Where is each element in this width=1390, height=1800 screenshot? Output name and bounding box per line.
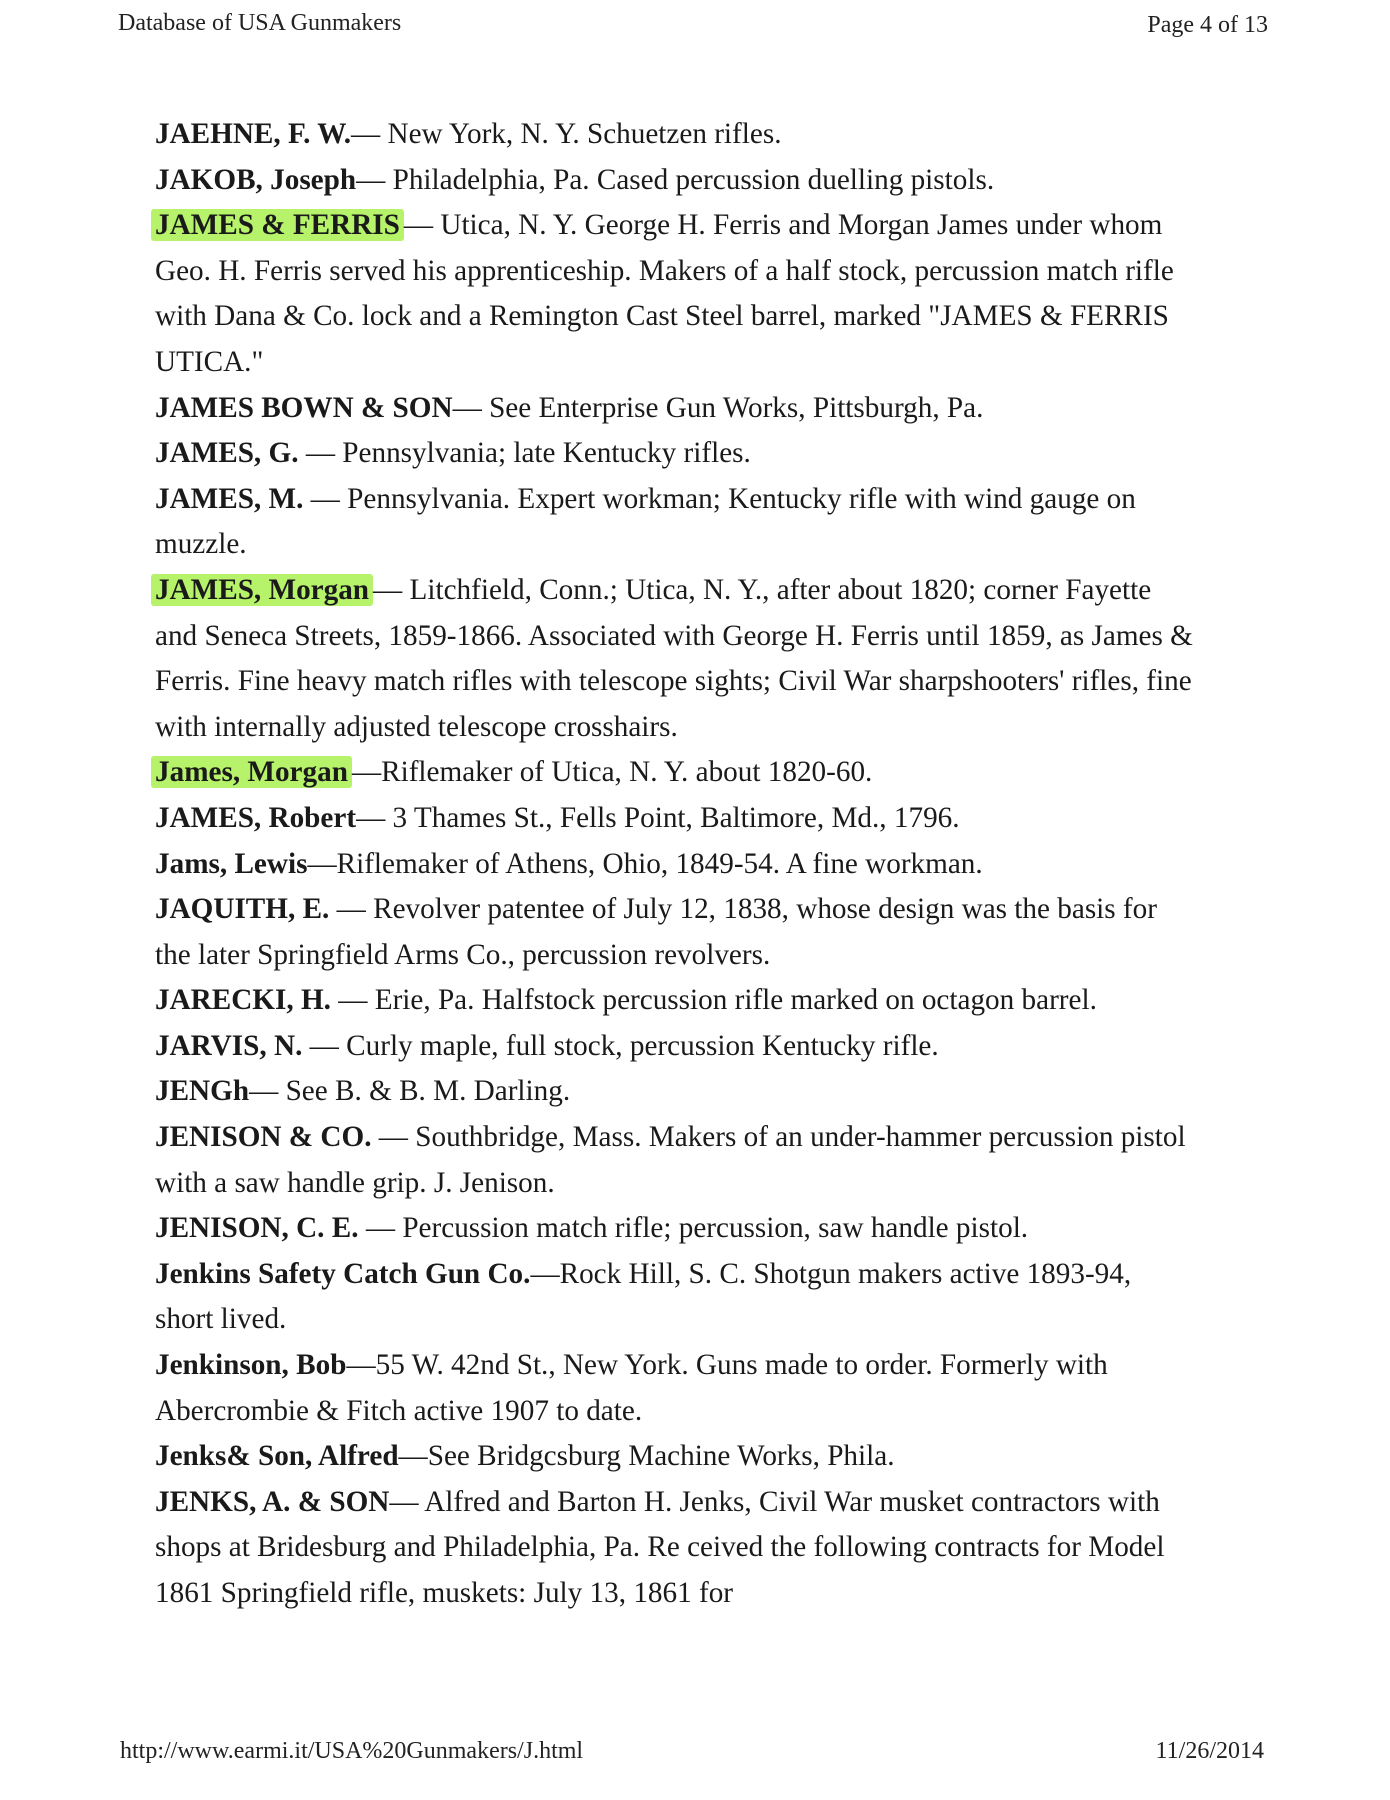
entry-name: Jenkins Safety Catch Gun Co. <box>155 1257 531 1290</box>
entry-name: JENISON, C. E. <box>155 1212 359 1245</box>
entry <box>155 203 1195 385</box>
entry-text: — Litchfield, Conn.; Utica, N. Y., after about 1820; corner Fayette and Seneca Streets, 1859-1866. Associated with George H. Ferris until 1859, as James & Ferris. Fine heavy match rifles with telescope sights; Civil War sharpshooters' rifles, fine with internally adjusted telescope crosshairs. <box>155 573 1193 743</box>
entry-name: JARVIS, N. <box>155 1029 303 1062</box>
entry <box>155 477 1195 568</box>
entry <box>155 1252 1195 1343</box>
entry-text: — Pennsylvania; late Kentucky rifles. <box>298 437 751 470</box>
entry <box>155 1480 1195 1617</box>
entry-text: — See Enterprise Gun Works, Pittsburgh, Pa. <box>452 391 984 424</box>
entry-name: JAMES, M. <box>155 482 304 515</box>
print-date: 11/26/2014 <box>1155 1738 1264 1764</box>
entry-name: Jenkinson, Bob <box>155 1349 347 1382</box>
entry-text: —Riflemaker of Athens, Ohio, 1849-54. A fine workman. <box>307 847 983 880</box>
entry-name: JARECKI, H. <box>155 984 331 1017</box>
entry-name: JAMES BOWN & SON <box>155 391 453 424</box>
entry-name-highlighted: James, Morgan <box>151 756 352 788</box>
entry <box>155 1206 1195 1252</box>
entry <box>155 386 1195 432</box>
entry-name: JENISON & CO. <box>155 1121 372 1154</box>
entry <box>155 1024 1195 1070</box>
entry-name: Jams, Lewis <box>155 847 308 880</box>
entry <box>155 1343 1195 1434</box>
entry-name: JAMES, Robert <box>155 801 357 834</box>
entry-name: JENGh <box>155 1075 250 1108</box>
entry <box>155 431 1195 477</box>
entry-name: JAKOB, Joseph <box>155 163 357 196</box>
entry-name: JAQUITH, E. <box>155 893 330 926</box>
entry-name: Jenks& Son, Alfred <box>155 1440 399 1473</box>
entry <box>155 568 1195 750</box>
entry-list <box>155 112 1195 1617</box>
entry-text: — Erie, Pa. Halfstock percussion rifle marked on octagon barrel. <box>330 984 1097 1017</box>
entry-text: — See B. & B. M. Darling. <box>249 1075 571 1108</box>
entry <box>155 796 1195 842</box>
entry-text: —See Bridgcsburg Machine Works, Phila. <box>398 1440 895 1473</box>
entry-text: —Rock Hill, S. C. Shotgun makers active 1893-94, short lived. <box>155 1257 1132 1336</box>
entry <box>155 112 1195 158</box>
entry-text: — 3 Thames St., Fells Point, Baltimore, Md., 1796. <box>356 801 960 834</box>
entry-name-highlighted: JAMES & FERRIS <box>151 209 404 241</box>
entry-name: JAEHNE, F. W. <box>155 118 352 150</box>
entry <box>155 842 1195 888</box>
entry-text: — New York, N. Y. Schuetzen rifles. <box>351 118 782 150</box>
entry <box>155 978 1195 1024</box>
entry <box>155 158 1195 204</box>
page-number: Page 4 of 13 <box>1147 12 1268 38</box>
entry-text: — Alfred and Barton H. Jenks, Civil War musket contractors with shops at Bridesburg and Philadelphia, Pa. Re ceived the following contracts for Model 1861 Springfield rifle, muskets: July 13, 1861 for <box>155 1485 1165 1609</box>
entry-text: — Utica, N. Y. George H. Ferris and Morgan James under whom Geo. H. Ferris served his apprenticeship. Makers of a half stock, percussion match rifle with Dana & Co. lock and a Remington Cast Steel barrel, marked "JAMES & FERRIS UTICA." <box>155 209 1174 378</box>
entry-name: JENKS, A. & SON <box>155 1485 390 1518</box>
entry-text: — Southbridge, Mass. Makers of an under-hammer percussion pistol with a saw handle grip. J. Jenison. <box>155 1121 1186 1199</box>
entry-name: JAMES, G. <box>155 437 299 470</box>
entry <box>155 750 1195 796</box>
entry <box>155 1434 1195 1480</box>
entry-name-highlighted: JAMES, Morgan <box>151 574 373 606</box>
entry-text: —55 W. 42nd St., New York. Guns made to order. Formerly with Abercrombie & Fitch active 1907 to date. <box>155 1349 1108 1427</box>
page-header-title: Database of USA Gunmakers <box>118 10 402 36</box>
entry <box>155 887 1195 978</box>
entry-text: — Philadelphia, Pa. Cased percussion duelling pistols. <box>356 163 995 196</box>
entry-text: — Percussion match rifle; percussion, saw handle pistol. <box>358 1212 1029 1245</box>
source-url: http://www.earmi.it/USA%20Gunmakers/J.html <box>120 1738 584 1764</box>
entry <box>155 1069 1195 1115</box>
entry-text: — Revolver patentee of July 12, 1838, whose design was the basis for the later Springfield Arms Co., percussion revolvers. <box>155 893 1157 971</box>
entry-text: — Curly maple, full stock, percussion Kentucky rifle. <box>302 1029 939 1062</box>
entry <box>155 1115 1195 1206</box>
entry-text: — Pennsylvania. Expert workman; Kentucky rifle with wind gauge on muzzle. <box>155 482 1136 561</box>
entry-text: —Riflemaker of Utica, N. Y. about 1820-60. <box>351 756 873 789</box>
